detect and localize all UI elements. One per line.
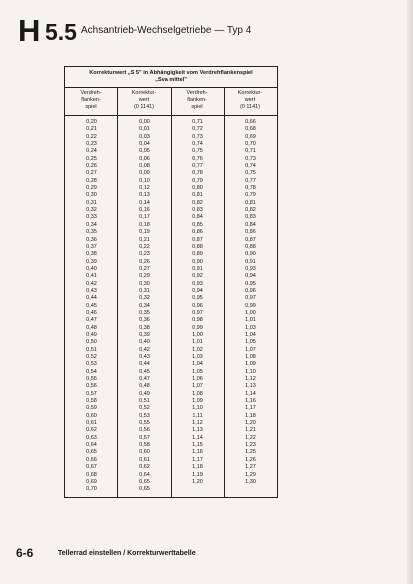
table-cell: 0,04 bbox=[139, 141, 150, 148]
table-cell: 0,84 bbox=[192, 214, 203, 221]
table-cell: 0,89 bbox=[192, 251, 203, 258]
table-cell: 0,58 bbox=[86, 398, 97, 405]
table-cell: 1,07 bbox=[245, 346, 256, 353]
table-cell: 0,01 bbox=[139, 126, 150, 133]
table-cell: 1,02 bbox=[192, 346, 203, 353]
table-cell: 0,91 bbox=[192, 265, 203, 272]
table-cell: 1,17 bbox=[245, 405, 256, 412]
table-cell: 0,74 bbox=[245, 163, 256, 170]
table-cell: 0,65 bbox=[139, 486, 150, 493]
table-cell: 0,39 bbox=[86, 258, 97, 265]
table-cell: 0,80 bbox=[192, 185, 203, 192]
table-cell: 0,68 bbox=[86, 471, 97, 478]
table-cell: 1,27 bbox=[245, 464, 256, 471]
table-cell: 0,51 bbox=[139, 398, 150, 405]
table-cell: 0,27 bbox=[139, 265, 150, 272]
table-cell: 0,83 bbox=[245, 214, 256, 221]
table-cell: 0,48 bbox=[139, 383, 150, 390]
table-cell: 1,18 bbox=[192, 464, 203, 471]
table-cell: 0,30 bbox=[139, 280, 150, 287]
table-cell: 1,20 bbox=[192, 478, 203, 485]
table-cell: 0,75 bbox=[245, 170, 256, 177]
table-cell: 0,72 bbox=[192, 126, 203, 133]
table-cell: 0,97 bbox=[192, 309, 203, 316]
table-cell: 0,54 bbox=[86, 368, 97, 375]
column-header-3-line3: spiel bbox=[191, 104, 203, 110]
table-cell: 0,43 bbox=[139, 354, 150, 360]
table-cell: 0,23 bbox=[139, 251, 150, 258]
table-cell: 0,64 bbox=[139, 471, 150, 478]
table-cell: 0,53 bbox=[86, 361, 97, 368]
table-cell: 0,65 bbox=[139, 478, 150, 485]
column-header-3 bbox=[171, 90, 223, 111]
table-cell: 0,69 bbox=[86, 478, 97, 485]
column-header-4-line1: Korrektur- bbox=[237, 90, 263, 96]
column-header-3-line2: flanken- bbox=[187, 97, 207, 103]
column-header-2-line3: (0 1141) bbox=[133, 104, 155, 110]
table-cell: 1,00 bbox=[245, 309, 256, 316]
table-cell: 0,95 bbox=[192, 295, 203, 302]
table-cell: 0,70 bbox=[245, 141, 256, 148]
table-cell: 0,59 bbox=[86, 405, 97, 412]
table-cell: 0,62 bbox=[139, 464, 150, 471]
table-cell: 0,87 bbox=[245, 236, 256, 243]
table-cell: 0,13 bbox=[139, 192, 150, 199]
table-cell: 0,35 bbox=[139, 309, 150, 316]
table-cell: 1,05 bbox=[192, 368, 203, 375]
table-cell: 0,47 bbox=[139, 376, 150, 383]
table-cell: 1,06 bbox=[192, 376, 203, 383]
table-cell: 1,17 bbox=[192, 456, 203, 463]
table-cell: 0,44 bbox=[139, 361, 150, 368]
column-header-1 bbox=[65, 90, 117, 111]
table-caption bbox=[65, 67, 277, 88]
table-cell: 0,05 bbox=[139, 148, 150, 155]
column-header-2 bbox=[118, 90, 170, 111]
table-cell: 0,10 bbox=[139, 177, 150, 184]
table-cell: 0,95 bbox=[245, 280, 256, 287]
section-letter: H bbox=[18, 13, 41, 48]
table-cell: 0,00 bbox=[139, 119, 150, 125]
table-cell: 0,79 bbox=[192, 177, 203, 184]
column-header-4-line2: wert bbox=[244, 97, 256, 103]
table-cell: 0,85 bbox=[192, 221, 203, 228]
table-cell: 1,19 bbox=[192, 471, 203, 478]
table-cell: 0,38 bbox=[86, 251, 97, 258]
table-cell: 0,93 bbox=[245, 265, 256, 272]
table-cell: 0,78 bbox=[245, 185, 256, 192]
table-cell: 0,55 bbox=[86, 376, 97, 383]
table-cell: 1,29 bbox=[245, 471, 256, 478]
table-cell: 0,46 bbox=[86, 309, 97, 316]
table-cell: 1,25 bbox=[245, 449, 256, 456]
table-cell: 0,36 bbox=[139, 317, 150, 324]
table-cell: 1,11 bbox=[192, 412, 203, 419]
table-cell: 0,74 bbox=[192, 141, 203, 148]
table-cell: 0,86 bbox=[245, 229, 256, 236]
table-cell: 0,29 bbox=[139, 273, 150, 280]
table-cell: 0,16 bbox=[139, 207, 150, 214]
table-cell: 0,90 bbox=[245, 251, 256, 258]
table-cell: 0,21 bbox=[139, 236, 150, 243]
table-cell: 1,10 bbox=[192, 405, 203, 412]
table-cell: 0,30 bbox=[86, 192, 97, 199]
table-cell: 0,34 bbox=[86, 221, 97, 228]
table-cell: 1,04 bbox=[192, 361, 203, 368]
table-cell: 0,97 bbox=[245, 295, 256, 302]
table-cell: 0,20 bbox=[86, 119, 97, 125]
table-cell: 0,22 bbox=[139, 243, 150, 250]
table-cell: 0,76 bbox=[192, 155, 203, 162]
column-header-2-line1: Korrektur- bbox=[131, 90, 157, 96]
table-cell: 0,71 bbox=[245, 148, 256, 155]
table-cell: 0,86 bbox=[192, 229, 203, 236]
table-cell: 0,35 bbox=[86, 229, 97, 236]
table-cell: 1,18 bbox=[245, 412, 256, 419]
table-cell: 0,36 bbox=[86, 236, 97, 243]
table-cell: 0,67 bbox=[86, 464, 97, 471]
table-cell: 0,57 bbox=[86, 390, 97, 397]
table-cell: 0,99 bbox=[192, 324, 203, 331]
table-cell: 0,52 bbox=[86, 354, 97, 360]
table-cell: 0,71 bbox=[192, 119, 203, 125]
table-cell: 0,48 bbox=[86, 324, 97, 331]
table-cell: 1,12 bbox=[192, 420, 203, 427]
table-cell: 0,17 bbox=[139, 214, 150, 221]
table-cell: 1,00 bbox=[192, 331, 203, 338]
table-cell: 0,77 bbox=[192, 163, 203, 170]
table-cell: 0,60 bbox=[86, 412, 97, 419]
table-cell: 1,13 bbox=[192, 427, 203, 434]
table-cell: 1,23 bbox=[245, 442, 256, 449]
table-cell: 0,65 bbox=[86, 449, 97, 456]
table-cell: 0,69 bbox=[245, 133, 256, 140]
table-cell: 1,12 bbox=[245, 376, 256, 383]
table-cell: 1,08 bbox=[192, 390, 203, 397]
page-edge bbox=[407, 0, 413, 584]
table-cell: 0,18 bbox=[139, 221, 150, 228]
table-cell: 0,32 bbox=[86, 207, 97, 214]
column-backlash-1 bbox=[65, 119, 118, 494]
table-cell: 0,49 bbox=[86, 331, 97, 338]
table-cell: 0,79 bbox=[245, 192, 256, 199]
table-cell: 0,31 bbox=[139, 287, 150, 294]
table-cell: 1,20 bbox=[245, 420, 256, 427]
table-cell: 0,03 bbox=[139, 133, 150, 140]
table-cell: 1,01 bbox=[245, 317, 256, 324]
table-cell: 0,98 bbox=[192, 317, 203, 324]
table-cell: 0,66 bbox=[86, 456, 97, 463]
table-cell: 0,73 bbox=[192, 133, 203, 140]
table-cell: 0,81 bbox=[192, 192, 203, 199]
table-cell: 0,70 bbox=[86, 486, 97, 493]
table-cell: 1,05 bbox=[245, 339, 256, 346]
column-header-1-line1: Verdreh- bbox=[80, 90, 102, 96]
table-cell: 0,58 bbox=[139, 442, 150, 449]
table-cell: 0,19 bbox=[139, 229, 150, 236]
table-cell: 1,15 bbox=[192, 442, 203, 449]
table-cell: 0,81 bbox=[245, 199, 256, 206]
table-cell: 0,08 bbox=[139, 163, 150, 170]
table-cell: 0,47 bbox=[86, 317, 97, 324]
table-cell: 1,09 bbox=[192, 398, 203, 405]
table-cell: 0,43 bbox=[86, 287, 97, 294]
table-cell: 0,06 bbox=[139, 155, 150, 162]
table-cell: 0,38 bbox=[139, 324, 150, 331]
table-cell: 0,91 bbox=[245, 258, 256, 265]
correction-table bbox=[64, 66, 278, 498]
table-cell: 0,34 bbox=[139, 302, 150, 309]
table-cell: 0,56 bbox=[139, 427, 150, 434]
table-cell: 1,22 bbox=[245, 434, 256, 441]
table-cell: 0,32 bbox=[139, 295, 150, 302]
table-cell: 0,61 bbox=[86, 420, 97, 427]
section-number: 5.5 bbox=[45, 19, 77, 45]
table-cell: 0,40 bbox=[139, 339, 150, 346]
table-cell: 1,26 bbox=[245, 456, 256, 463]
column-backlash-2 bbox=[171, 119, 224, 486]
table-cell: 0,53 bbox=[139, 412, 150, 419]
table-cell: 0,49 bbox=[139, 390, 150, 397]
table-cell: 1,30 bbox=[245, 478, 256, 485]
table-cell: 0,62 bbox=[86, 427, 97, 434]
table-cell: 0,82 bbox=[192, 199, 203, 206]
table-cell: 0,60 bbox=[139, 449, 150, 456]
table-cell: 0,78 bbox=[192, 170, 203, 177]
table-cell: 0,56 bbox=[86, 383, 97, 390]
table-cell: 0,90 bbox=[192, 258, 203, 265]
table-cell: 0,99 bbox=[245, 302, 256, 309]
column-header-1-line2: flanken- bbox=[81, 97, 101, 103]
table-cell: 0,87 bbox=[192, 236, 203, 243]
table-cell: 1,01 bbox=[192, 339, 203, 346]
table-cell: 0,27 bbox=[86, 170, 97, 177]
column-correction-1 bbox=[118, 119, 171, 494]
table-cell: 0,88 bbox=[192, 243, 203, 250]
table-cell: 0,63 bbox=[86, 434, 97, 441]
page-title: Achsantrieb-Wechselgetriebe — Typ 4 bbox=[81, 25, 252, 36]
table-cell: 1,14 bbox=[245, 390, 256, 397]
table-cell: 0,45 bbox=[139, 368, 150, 375]
table-cell: 1,03 bbox=[245, 324, 256, 331]
table-cell: 0,57 bbox=[139, 434, 150, 441]
table-cell: 0,64 bbox=[86, 442, 97, 449]
table-cell: 0,83 bbox=[192, 207, 203, 214]
table-cell: 0,94 bbox=[245, 273, 256, 280]
page-number: 6-6 bbox=[16, 546, 34, 560]
table-cell: 0,93 bbox=[192, 280, 203, 287]
table-cell: 0,52 bbox=[139, 405, 150, 412]
table-caption-line1: Korrekturwert „S 5" in Abhängigkeit vom Verdrehflankenspiel bbox=[89, 70, 253, 76]
table-cell: 1,13 bbox=[245, 383, 256, 390]
table-cell: 0,28 bbox=[86, 177, 97, 184]
column-header-2-line2: wert bbox=[138, 97, 150, 103]
table-cell: 1,16 bbox=[245, 398, 256, 405]
column-correction-2 bbox=[224, 119, 277, 486]
footer-title: Tellerrad einstellen / Korrekturwerttabelle bbox=[58, 550, 196, 557]
table-caption-line2: „Sva mittel" bbox=[155, 77, 187, 83]
table-cell: 1,14 bbox=[192, 434, 203, 441]
table-cell: 0,37 bbox=[86, 243, 97, 250]
table-cell: 0,55 bbox=[139, 420, 150, 427]
table-cell: 1,16 bbox=[192, 449, 203, 456]
table-cell: 0,23 bbox=[86, 141, 97, 148]
table-cell: 0,61 bbox=[139, 456, 150, 463]
table-cell: 0,75 bbox=[192, 148, 203, 155]
table-cell: 1,10 bbox=[245, 368, 256, 375]
table-cell: 0,73 bbox=[245, 155, 256, 162]
table-cell: 0,31 bbox=[86, 199, 97, 206]
table-cell: 0,45 bbox=[86, 302, 97, 309]
table-cell: 0,12 bbox=[139, 185, 150, 192]
table-cell: 0,21 bbox=[86, 126, 97, 133]
column-header-4-line3: (0 1141) bbox=[239, 104, 261, 110]
table-cell: 0,24 bbox=[86, 148, 97, 155]
table-cell: 0,25 bbox=[86, 155, 97, 162]
table-cell: 0,33 bbox=[86, 214, 97, 221]
table-cell: 0,42 bbox=[139, 346, 150, 353]
table-cell: 0,84 bbox=[245, 221, 256, 228]
table-cell: 0,26 bbox=[86, 163, 97, 170]
table-cell: 0,44 bbox=[86, 295, 97, 302]
table-cell: 0,96 bbox=[192, 302, 203, 309]
table-cell: 0,77 bbox=[245, 177, 256, 184]
table-cell: 1,04 bbox=[245, 331, 256, 338]
table-cell: 1,09 bbox=[245, 361, 256, 368]
table-cell: 1,08 bbox=[245, 354, 256, 360]
column-header-3-line1: Verdreh- bbox=[186, 90, 208, 96]
table-cell: 0,41 bbox=[86, 273, 97, 280]
table-cell: 1,03 bbox=[192, 354, 203, 360]
column-header-1-line3: spiel bbox=[85, 104, 97, 110]
table-cell: 0,40 bbox=[86, 265, 97, 272]
table-cell: 0,50 bbox=[86, 339, 97, 346]
table-cell: 0,14 bbox=[139, 199, 150, 206]
table-cell: 0,51 bbox=[86, 346, 97, 353]
table-cell: 0,96 bbox=[245, 287, 256, 294]
table-cell: 0,94 bbox=[192, 287, 203, 294]
table-cell: 1,07 bbox=[192, 383, 203, 390]
column-header-4 bbox=[224, 90, 276, 111]
table-cell: 0,29 bbox=[86, 185, 97, 192]
table-cell: 1,21 bbox=[245, 427, 256, 434]
table-cell: 0,22 bbox=[86, 133, 97, 140]
table-cell: 0,68 bbox=[245, 126, 256, 133]
table-cell: 0,26 bbox=[139, 258, 150, 265]
table-cell: 0,39 bbox=[139, 331, 150, 338]
table-cell: 0,82 bbox=[245, 207, 256, 214]
table-cell: 0,09 bbox=[139, 170, 150, 177]
table-cell: 0,92 bbox=[192, 273, 203, 280]
table-cell: 0,88 bbox=[245, 243, 256, 250]
table-cell: 0,66 bbox=[245, 119, 256, 125]
table-cell: 0,42 bbox=[86, 280, 97, 287]
